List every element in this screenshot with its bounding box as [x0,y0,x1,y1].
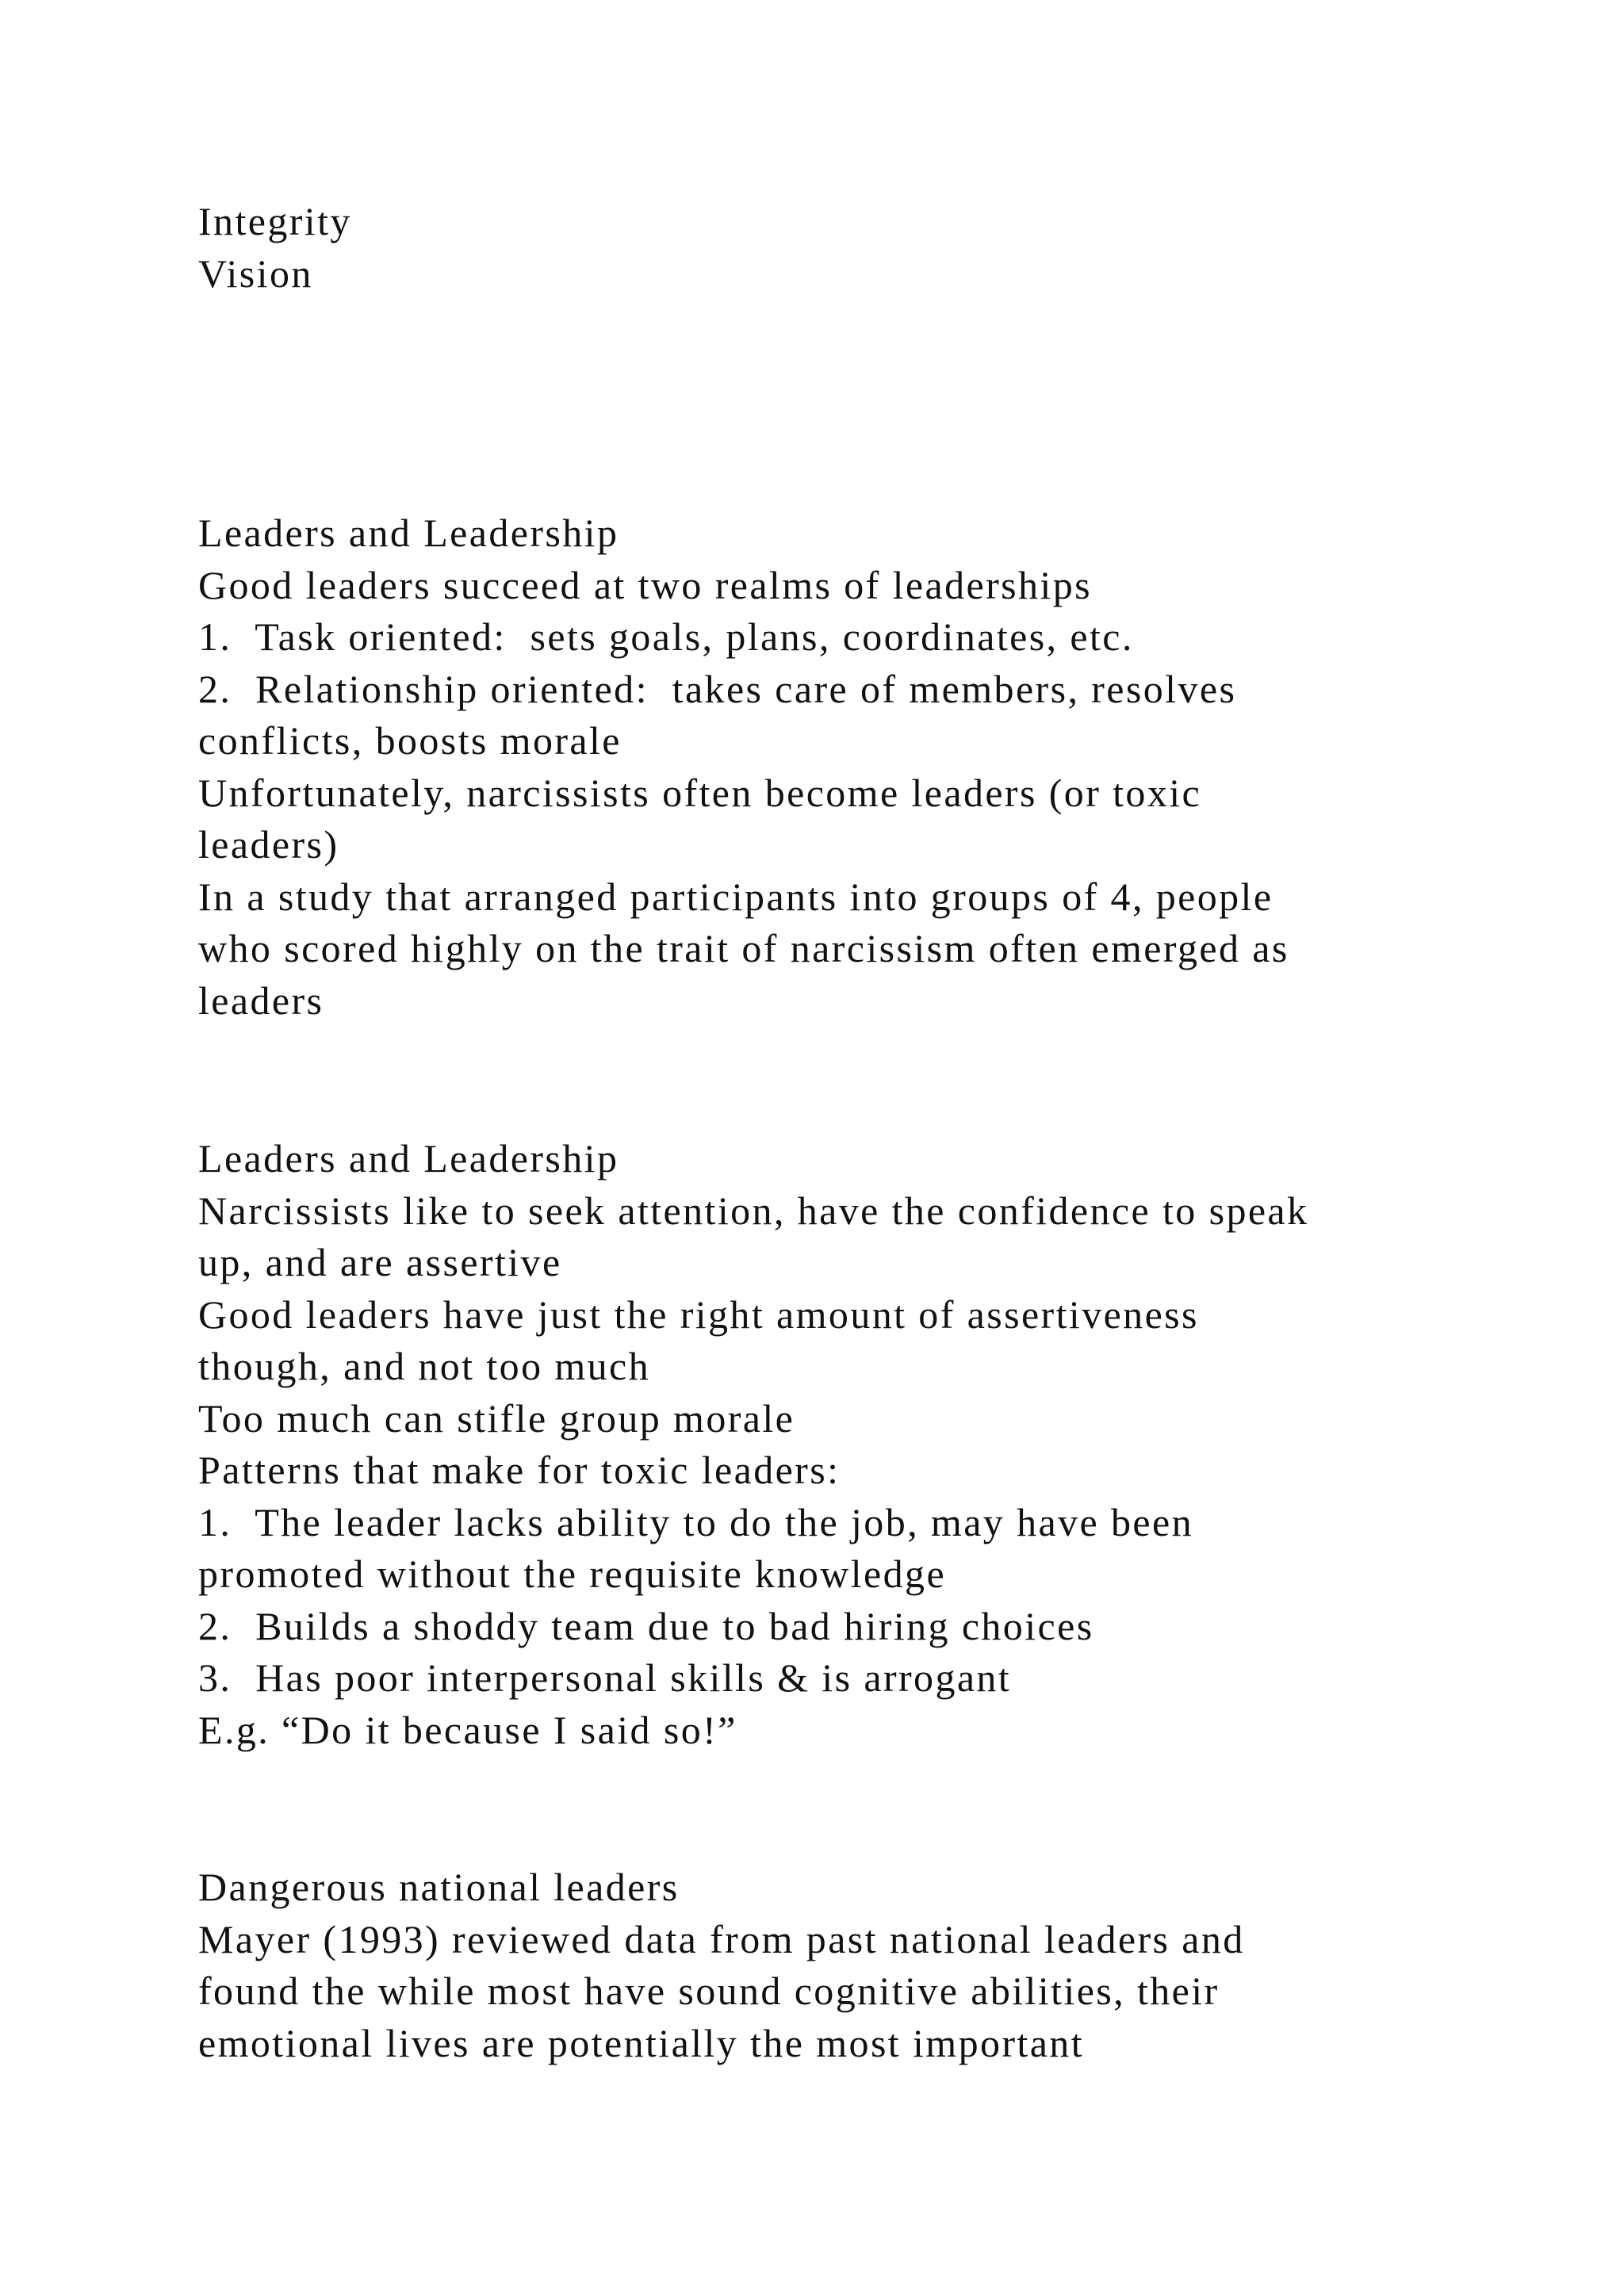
text-line: 1. Task oriented: sets goals, plans, coordinates, etc. [198,614,1134,659]
text-block-leaders-and-leadership-1 [198,507,1435,1027]
text-line: 2. Builds a shoddy team due to bad hiring choices [198,1603,1094,1648]
section-heading: Leaders and Leadership [198,511,619,555]
text-line: Patterns that make for toxic leaders: [198,1448,841,1492]
text-line: conflicts, boosts morale [198,718,622,763]
section-heading: Dangerous national leaders [198,1865,680,1909]
text-line: though, and not too much [198,1344,651,1388]
text-line: 3. Has poor interpersonal skills & is arrogant [198,1655,1012,1700]
text-line: emotional lives are potentially the most important [198,2020,1084,2065]
text-line: Vision [198,251,313,296]
text-line: Too much can stifle group morale [198,1395,795,1441]
text-block-leaders-and-leadership-2 [198,1133,1435,1756]
text-line: Narcissists like to seek attention, have the confidence to speak [198,1188,1309,1233]
text-line: Good leaders have just the right amount of assertiveness [198,1292,1199,1337]
text-line: found the while most have sound cognitive abilities, their [198,1969,1220,2013]
text-line: In a study that arranged participants into groups of 4, people [198,874,1274,919]
text-line: leaders) [198,822,339,867]
text-line: Good leaders succeed at two realms of leaderships [198,562,1092,607]
text-line: Integrity [198,199,352,243]
section-heading: Leaders and Leadership [198,1136,619,1181]
text-line: Unfortunately, narcissists often become leaders (or toxic [198,770,1202,815]
text-line: 1. The leader lacks ability to do the job, may have been [198,1499,1193,1544]
text-line: leaders [198,978,324,1023]
text-line: E.g. “Do it because I said so!” [198,1707,737,1752]
text-line: who scored highly on the trait of narcissism often emerged as [198,926,1289,970]
text-block-dangerous-national-leaders [198,1862,1435,2069]
text-line: promoted without the requisite knowledge [198,1552,947,1596]
text-line: 2. Relationship oriented: takes care of members, resolves [198,666,1237,711]
text-block-intro [198,196,1435,300]
text-line: up, and are assertive [198,1240,562,1284]
text-line: Mayer (1993) reviewed data from past national leaders and [198,1916,1245,1961]
